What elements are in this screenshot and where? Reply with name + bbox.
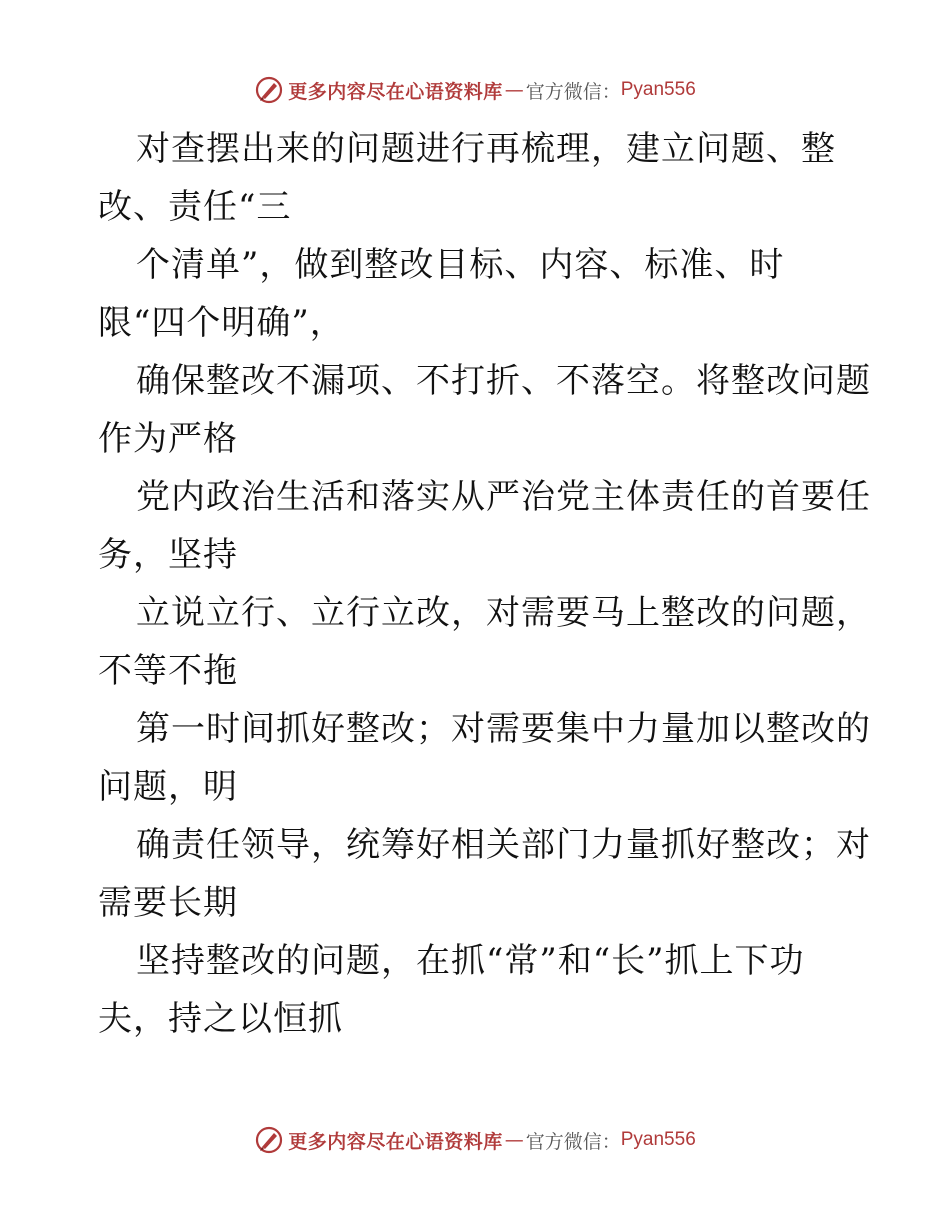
header-watermark [0, 70, 950, 110]
quill-pen-logo-icon [254, 75, 284, 105]
footer-watermark [0, 1120, 950, 1160]
text-line: 不等不拖 [98, 651, 238, 691]
watermark-dash: — [504, 1129, 524, 1151]
text-line: 需要长期 [98, 883, 238, 923]
text-line: 立说立行、立行立改，对需要马上整改的问题， [136, 593, 871, 633]
text-line: 坚持整改的问题，在抓“常”和“长”抓上下功 [136, 941, 805, 981]
document-body [98, 120, 871, 1048]
watermark-wechat-id: Pyan556 [620, 1129, 696, 1150]
text-line: 限“四个明确”， [98, 303, 345, 343]
watermark-brand: 更多内容尽在心语资料库 [288, 80, 503, 103]
text-line: 第一时间抓好整改；对需要集中力量加以整改的 [136, 709, 871, 749]
watermark-dash: — [504, 79, 524, 101]
text-line: 问题，明 [98, 767, 238, 807]
watermark-label: 官方微信： [525, 80, 621, 103]
quill-pen-logo-icon [254, 1125, 284, 1155]
text-line: 务，坚持 [98, 535, 238, 575]
text-line: 夫，持之以恒抓 [98, 999, 343, 1039]
text-line: 对查摆出来的问题进行再梳理，建立问题、整 [136, 129, 836, 169]
text-line: 个清单”，做到整改目标、内容、标准、时 [136, 245, 785, 285]
watermark-wechat-id: Pyan556 [620, 79, 696, 100]
text-line: 党内政治生活和落实从严治党主体责任的首要任 [136, 477, 871, 517]
text-line: 确保整改不漏项、不打折、不落空。将整改问题 [136, 361, 871, 401]
watermark-label: 官方微信： [525, 1130, 621, 1153]
text-line: 确责任领导，统筹好相关部门力量抓好整改；对 [136, 825, 871, 865]
text-line: 改、责任“三 [98, 187, 292, 227]
text-line: 作为严格 [98, 419, 238, 459]
watermark-brand: 更多内容尽在心语资料库 [288, 1130, 503, 1153]
